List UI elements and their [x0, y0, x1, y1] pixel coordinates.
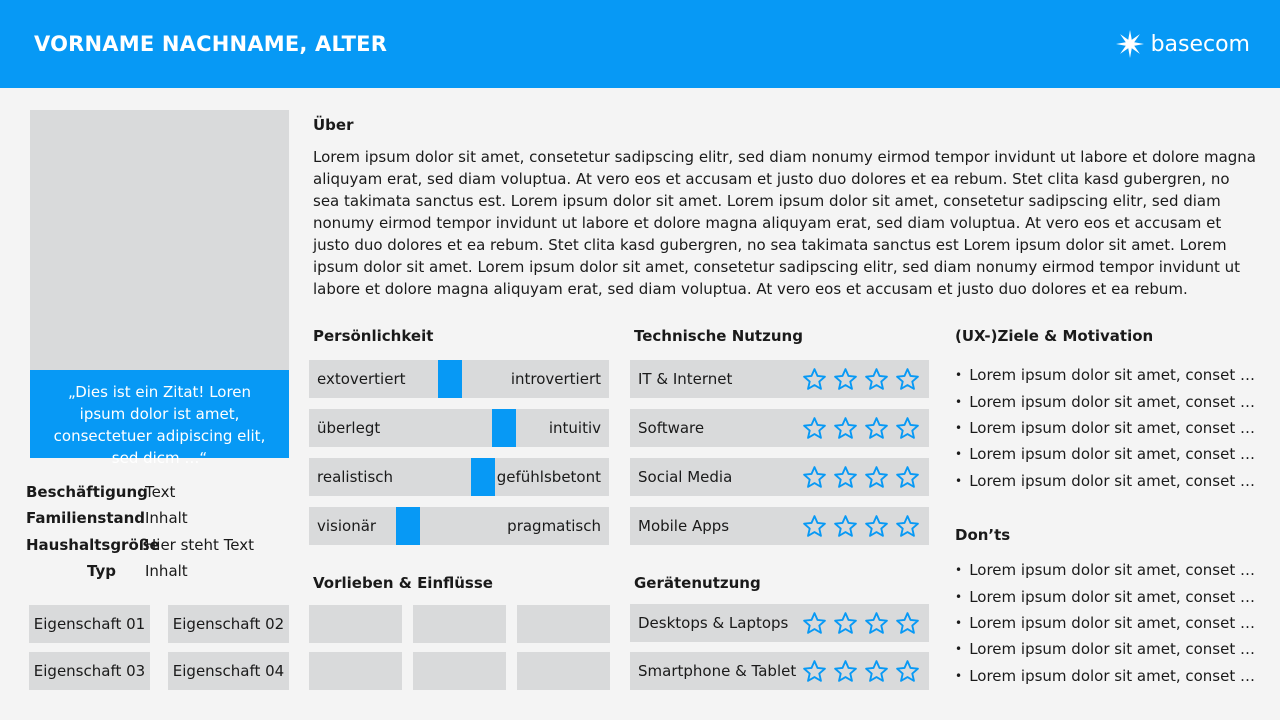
list-item-text: Lorem ipsum dolor sit amet, conset … [969, 366, 1255, 385]
rating-label: Social Media [638, 468, 733, 486]
persona-photo-placeholder [30, 110, 289, 370]
rating-label: Mobile Apps [638, 517, 730, 535]
star-outline-icon[interactable] [861, 366, 892, 392]
personality-title: Persönlichkeit [313, 327, 434, 345]
persona-facts [26, 479, 296, 584]
list-item-text: Lorem ipsum dolor sit amet, conset … [969, 666, 1255, 685]
rating-row [630, 458, 929, 496]
property-tag: Eigenschaft 01 [29, 605, 150, 643]
donts-title: Don’ts [955, 526, 1011, 544]
list-item-text: Lorem ipsum dolor sit amet, conset … [969, 471, 1255, 490]
rating-row [630, 652, 929, 690]
fact-label: Familienstand [26, 509, 146, 528]
personality-slider[interactable] [309, 360, 609, 398]
star-outline-icon[interactable] [830, 464, 861, 490]
list-item-text: Lorem ipsum dolor sit amet, conset … [969, 445, 1255, 464]
star-outline-icon[interactable] [892, 366, 923, 392]
list-item-text: Lorem ipsum dolor sit amet, conset … [969, 561, 1255, 580]
slider-left-label: überlegt [317, 419, 381, 437]
slider-right-label: introvertiert [510, 370, 601, 388]
star-outline-icon[interactable] [799, 415, 830, 441]
star-outline-icon[interactable] [830, 415, 861, 441]
list-item [955, 583, 1255, 609]
persona-quote: „Dies ist ein Zitat! Loren ipsum dolor ist amet, consectetuer adipiscing elit, sed dicm …“ [30, 370, 289, 458]
rating-row [630, 604, 929, 642]
fact-row [26, 505, 296, 531]
bullet-icon: • [955, 668, 963, 683]
list-item [955, 362, 1255, 388]
fact-row [26, 532, 296, 558]
persona-title: VORNAME NACHNAME, ALTER [34, 32, 388, 56]
star-rating [799, 610, 923, 636]
star-outline-icon[interactable] [830, 513, 861, 539]
star-outline-icon[interactable] [892, 464, 923, 490]
fact-value: Inhalt [145, 509, 188, 528]
fact-value: Inhalt [145, 562, 188, 581]
slider-left-label: extovertiert [317, 370, 406, 388]
slider-left-label: visionär [317, 517, 377, 535]
device-usage-title: Gerätenutzung [634, 574, 761, 592]
bullet-icon: • [955, 563, 963, 578]
starburst-icon [1115, 29, 1145, 59]
star-outline-icon[interactable] [830, 658, 861, 684]
star-rating [799, 658, 923, 684]
about-title: Über [313, 116, 354, 134]
star-outline-icon[interactable] [861, 513, 892, 539]
list-item-text: Lorem ipsum dolor sit amet, conset … [969, 613, 1255, 632]
bullet-icon: • [955, 447, 963, 462]
star-outline-icon[interactable] [830, 610, 861, 636]
rating-row [630, 507, 929, 545]
fact-label: Typ [87, 562, 116, 581]
list-item [955, 388, 1255, 414]
star-outline-icon[interactable] [892, 415, 923, 441]
star-outline-icon[interactable] [799, 658, 830, 684]
preference-box [309, 652, 402, 690]
star-outline-icon[interactable] [799, 610, 830, 636]
star-outline-icon[interactable] [861, 610, 892, 636]
slider-handle[interactable] [396, 507, 420, 545]
slider-handle[interactable] [492, 409, 516, 447]
brand-logo-text: basecom [1150, 31, 1250, 57]
bullet-icon: • [955, 589, 963, 604]
slider-left-label: realistisch [317, 468, 394, 486]
list-item-text: Lorem ipsum dolor sit amet, conset … [969, 392, 1255, 411]
rating-row [630, 360, 929, 398]
fact-row [26, 558, 296, 584]
star-outline-icon[interactable] [892, 513, 923, 539]
goals-list [955, 362, 1255, 494]
star-outline-icon[interactable] [861, 415, 892, 441]
bullet-icon: • [955, 642, 963, 657]
preference-box [413, 652, 506, 690]
preference-box [517, 605, 610, 643]
star-outline-icon[interactable] [799, 513, 830, 539]
list-item [955, 441, 1255, 467]
star-rating [799, 366, 923, 392]
header-bar [0, 0, 1280, 88]
list-item [955, 468, 1255, 494]
donts-list [955, 557, 1255, 689]
personality-slider[interactable] [309, 458, 609, 496]
rating-row [630, 409, 929, 447]
list-item-text: Lorem ipsum dolor sit amet, conset … [969, 418, 1255, 437]
brand-logo [1115, 29, 1250, 59]
star-outline-icon[interactable] [861, 658, 892, 684]
rating-label: IT & Internet [638, 370, 733, 388]
slider-handle[interactable] [471, 458, 495, 496]
star-outline-icon[interactable] [892, 658, 923, 684]
star-rating [799, 513, 923, 539]
list-item [955, 557, 1255, 583]
slider-right-label: gefühlsbetont [496, 468, 601, 486]
fact-value: Hier steht Text [145, 535, 255, 554]
fact-value: Text [145, 483, 176, 502]
about-text: Lorem ipsum dolor sit amet, consetetur sadipscing elitr, sed diam nonumy eirmod tempor invidunt ut labore et dolore magna aliquyam erat, sed diam voluptua. At vero eos et accusam et justo duo dolores et ea rebum. Stet clita kasd gubergren, no sea takimata sanctus est. Lorem ipsum dolor sit amet. Lorem ipsum dolor sit amet, consetetur sadipscing elitr, sed diam nonumy eirmod tempor invidunt ut labore et dolore magna aliquyam erat, sed diam voluptua. At vero eos et accusam et justo duo dolores et ea rebum. Stet clita kasd gubergren, no sea takimata sanctus est Lorem ipsum dolor sit amet. Lorem ipsum dolor sit amet. Lorem ipsum dolor sit amet, consetetur sadipscing elitr, sed diam nonumy eirmod tempor invidunt ut labore et dolore magna aliquyam erat, sed diam voluptua. At vero eos et accusam et justo duo dolores et ea rebum. [313, 148, 1256, 298]
bullet-icon: • [955, 420, 963, 435]
star-outline-icon[interactable] [799, 464, 830, 490]
list-item-text: Lorem ipsum dolor sit amet, conset … [969, 640, 1255, 659]
list-item-text: Lorem ipsum dolor sit amet, conset … [969, 587, 1255, 606]
bullet-icon: • [955, 368, 963, 383]
star-rating [799, 464, 923, 490]
fact-label: Beschäftigung [26, 483, 148, 502]
property-tag: Eigenschaft 04 [168, 652, 289, 690]
preference-box [517, 652, 610, 690]
star-outline-icon[interactable] [799, 366, 830, 392]
bullet-icon: • [955, 615, 963, 630]
rating-label: Software [638, 419, 705, 437]
slider-handle[interactable] [438, 360, 462, 398]
star-outline-icon[interactable] [892, 610, 923, 636]
property-tag: Eigenschaft 02 [168, 605, 289, 643]
goals-title: (UX-)Ziele & Motivation [955, 327, 1154, 345]
personality-slider[interactable] [309, 409, 609, 447]
rating-label: Desktops & Laptops [638, 614, 789, 632]
preferences-title: Vorlieben & Einflüsse [313, 574, 493, 592]
list-item [955, 415, 1255, 441]
preference-box [413, 605, 506, 643]
list-item [955, 663, 1255, 689]
star-outline-icon[interactable] [830, 366, 861, 392]
rating-label: Smartphone & Tablet [638, 662, 797, 680]
property-tag: Eigenschaft 03 [29, 652, 150, 690]
list-item [955, 610, 1255, 636]
personality-slider[interactable] [309, 507, 609, 545]
tech-usage-title: Technische Nutzung [634, 327, 803, 345]
slider-right-label: intuitiv [548, 419, 601, 437]
fact-row [26, 479, 296, 505]
slider-right-label: pragmatisch [507, 517, 601, 535]
bullet-icon: • [955, 473, 963, 488]
list-item [955, 636, 1255, 662]
star-outline-icon[interactable] [861, 464, 892, 490]
fact-label: Haushaltsgröße [26, 535, 160, 554]
preference-box [309, 605, 402, 643]
star-rating [799, 415, 923, 441]
bullet-icon: • [955, 394, 963, 409]
